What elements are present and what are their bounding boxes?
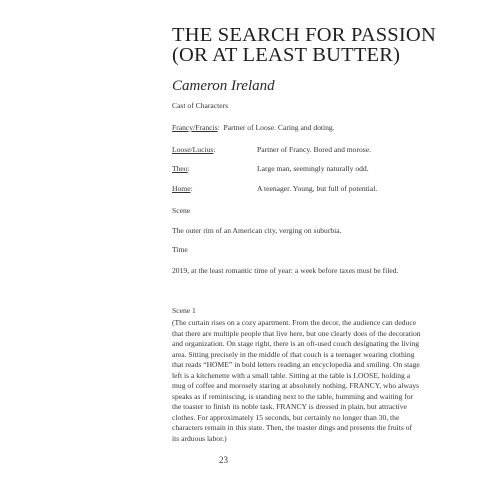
cast-description: Partner of Loose. Caring and doting. — [223, 123, 335, 132]
cast-separator: : — [187, 164, 190, 173]
stage-direction-line: clothes. For approximately 15 seconds, but certainly no longer than 30, the — [172, 412, 400, 422]
cast-name: Francy/Francis — [172, 123, 218, 132]
cast-separator: : — [190, 184, 193, 193]
title-line-2: (OR AT LEAST BUTTER) — [172, 44, 401, 66]
stage-direction-line: speaks as if reminiscing, is standing next to the table, humming and waiting for — [172, 391, 414, 401]
cast-heading: Cast of Characters — [172, 101, 229, 110]
scene-1-heading: Scene 1 — [172, 306, 196, 315]
time-label: Time — [172, 245, 188, 254]
cast-name: Home — [172, 184, 191, 193]
cast-row-theo — [172, 164, 190, 174]
cast-name: Theo — [172, 164, 188, 173]
page-number: 23 — [219, 455, 228, 465]
stage-direction-line: (The curtain rises on a cozy apartment. From the decor, the audience can deduce — [172, 318, 417, 327]
stage-direction-line: mug of coffee and morosely staring at absolutely nothing. FRANCY, who always — [172, 381, 420, 391]
cast-name: Loose/Lucius — [172, 145, 214, 154]
cast-description: A teenager. Young, but full of potential. — [257, 184, 378, 193]
scene-text: The outer rim of an American city, verging on suburbia. — [172, 226, 342, 235]
cast-row-loose — [172, 145, 215, 155]
stage-direction-line: that there are multiple people that live here, but one clearly does of the decoration — [172, 328, 421, 338]
stage-direction-line: that reads “HOME” in bold letters reading an encyclopedia and smiling. On stage — [172, 360, 420, 370]
stage-direction-line: characters remain in this state. Then, the toaster dings and presents the fruits of — [172, 423, 413, 433]
stage-direction-line: its arduous labor.) — [172, 434, 227, 444]
play-title — [172, 25, 472, 65]
scene-label: Scene — [172, 206, 191, 215]
cast-description: Partner of Francy. Bored and morose. — [257, 145, 372, 154]
cast-row-francy — [172, 123, 335, 133]
author-name: Cameron Ireland — [172, 78, 275, 94]
cast-separator: : — [213, 145, 216, 154]
cast-separator: : — [217, 123, 220, 132]
title-line-1: THE SEARCH FOR PASSION — [172, 24, 436, 46]
cast-row-home — [172, 184, 193, 194]
time-text: 2019, at the least romantic time of year: a week before taxes must be filed. — [172, 266, 399, 275]
cast-description: Large man, seemingly naturally odd. — [257, 164, 369, 173]
stage-direction-line: the toaster to finish its noble task. FRANCY is dressed in plain, but attractive — [172, 402, 407, 412]
stage-direction-line: and organization. On stage right, there is an oft-used couch designating the living — [172, 339, 420, 349]
stage-direction-line: left is a kitchenette with a small table. Sitting at the table is LOOSE, holding a — [172, 370, 411, 380]
scene-1-stage-directions — [172, 318, 472, 445]
stage-direction-line: area. Sitting precisely in the middle of that couch is a teenager wearing clothing — [172, 349, 415, 359]
